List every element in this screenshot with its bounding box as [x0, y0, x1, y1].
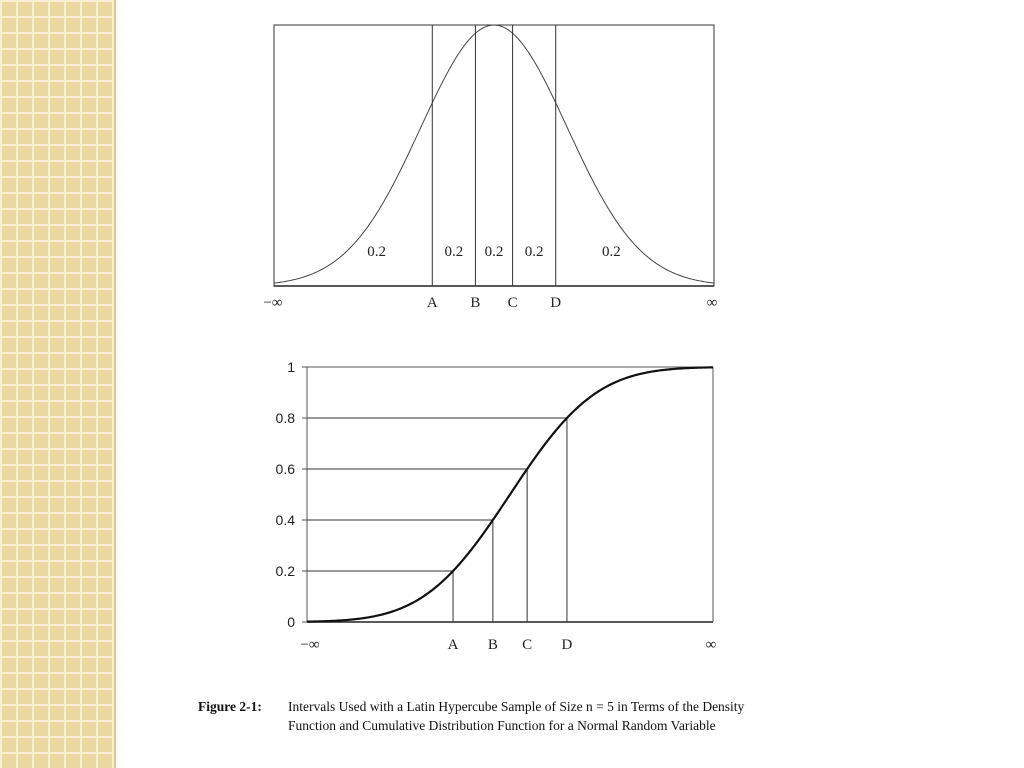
cdf-x-tick-label: C — [522, 637, 533, 653]
caption-line-1: Intervals Used with a Latin Hypercube Sample of Size n = 5 in Terms of the Density — [288, 699, 745, 714]
caption-line-2: Function and Cumulative Distribution Function for a Normal Random Variable — [288, 718, 716, 733]
density-interval-prob: 0.2 — [524, 244, 544, 260]
cdf-x-tick-label: A — [447, 637, 459, 653]
caption-label: Figure 2-1: — [198, 699, 262, 714]
density-x-tick-label: A — [426, 295, 438, 311]
density-x-tick-label: D — [550, 295, 562, 311]
cdf-x-tick-label: D — [561, 637, 573, 653]
density-x-tick-label: ∞ — [706, 295, 718, 311]
density-interval-prob: 0.2 — [444, 244, 464, 260]
cdf-y-tick-label: 0.6 — [275, 461, 295, 477]
cdf-x-tick-label: −∞ — [300, 637, 320, 653]
density-interval-prob: 0.2 — [367, 244, 387, 260]
density-interval-prob: 0.2 — [601, 244, 621, 260]
density-x-tick-label: B — [470, 295, 481, 311]
cdf-x-tick-label: ∞ — [705, 637, 717, 653]
cdf-curve — [307, 367, 713, 621]
cdf-y-tick-label: 0.8 — [275, 410, 295, 426]
cdf-y-tick-label: 1 — [287, 359, 295, 375]
density-x-tick-label: C — [507, 295, 518, 311]
density-interval-prob: 0.2 — [484, 244, 504, 260]
density-x-tick-label: −∞ — [263, 295, 283, 311]
cdf-y-tick-label: 0.2 — [275, 563, 295, 579]
cdf-y-tick-label: 0.4 — [275, 512, 295, 528]
cdf-x-tick-label: B — [487, 637, 498, 653]
cdf-y-tick-label: 0 — [287, 614, 295, 630]
